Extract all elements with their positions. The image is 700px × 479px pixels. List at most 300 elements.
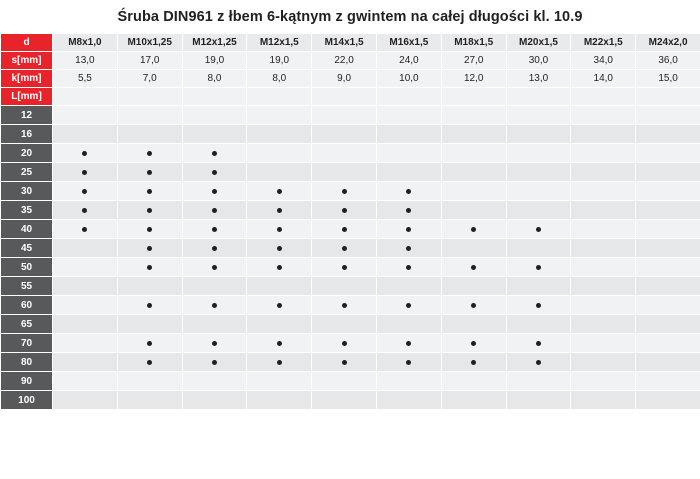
availability-cell — [53, 106, 118, 125]
availability-cell — [636, 391, 700, 410]
availability-cell — [441, 201, 506, 220]
availability-cell — [247, 258, 312, 277]
availability-cell — [312, 106, 377, 125]
availability-cell — [117, 315, 182, 334]
availability-cell — [571, 334, 636, 353]
table-row — [1, 334, 700, 353]
availability-cell — [182, 201, 247, 220]
availability-cell — [506, 163, 571, 182]
spacer-cell — [506, 88, 571, 106]
availability-cell — [182, 353, 247, 372]
availability-dot-icon — [247, 246, 311, 251]
availability-cell — [117, 391, 182, 410]
availability-cell — [441, 239, 506, 258]
availability-cell — [376, 239, 441, 258]
availability-cell — [247, 125, 312, 144]
table-row — [1, 296, 700, 315]
availability-dot-icon — [442, 227, 506, 232]
availability-cell — [506, 353, 571, 372]
availability-dot-icon — [442, 303, 506, 308]
availability-dot-icon — [118, 170, 182, 175]
availability-cell — [117, 239, 182, 258]
availability-cell — [376, 220, 441, 239]
availability-dot-icon — [312, 265, 376, 270]
availability-cell — [506, 372, 571, 391]
s-value-cell: 13,0 — [53, 52, 118, 70]
s-value-cell: 36,0 — [636, 52, 700, 70]
availability-cell — [441, 277, 506, 296]
availability-cell — [376, 296, 441, 315]
availability-cell — [247, 182, 312, 201]
availability-cell — [506, 334, 571, 353]
availability-cell — [441, 163, 506, 182]
availability-cell — [312, 372, 377, 391]
availability-cell — [53, 201, 118, 220]
availability-dot-icon — [118, 151, 182, 156]
s-value-cell: 19,0 — [247, 52, 312, 70]
availability-cell — [571, 125, 636, 144]
availability-cell — [506, 220, 571, 239]
availability-cell — [441, 106, 506, 125]
availability-dot-icon — [442, 341, 506, 346]
length-row-label: 35 — [1, 201, 53, 220]
availability-cell — [53, 220, 118, 239]
availability-dot-icon — [118, 246, 182, 251]
length-row-label: 30 — [1, 182, 53, 201]
availability-dot-icon — [183, 303, 247, 308]
column-header: M22x1,5 — [571, 34, 636, 52]
spacer-cell — [376, 88, 441, 106]
availability-cell — [117, 106, 182, 125]
availability-cell — [441, 296, 506, 315]
k-value-cell: 10,0 — [376, 70, 441, 88]
availability-dot-icon — [377, 360, 441, 365]
availability-cell — [636, 182, 700, 201]
s-value-cell: 30,0 — [506, 52, 571, 70]
availability-dot-icon — [377, 341, 441, 346]
spacer-cell — [312, 88, 377, 106]
k-value-cell: 12,0 — [441, 70, 506, 88]
s-value-cell: 22,0 — [312, 52, 377, 70]
availability-cell — [441, 391, 506, 410]
availability-cell — [376, 277, 441, 296]
availability-cell — [247, 220, 312, 239]
table-row — [1, 315, 700, 334]
availability-cell — [312, 353, 377, 372]
availability-cell — [53, 258, 118, 277]
availability-cell — [312, 163, 377, 182]
availability-dot-icon — [183, 208, 247, 213]
availability-cell — [182, 220, 247, 239]
availability-cell — [571, 353, 636, 372]
availability-cell — [312, 182, 377, 201]
availability-cell — [117, 353, 182, 372]
availability-cell — [441, 220, 506, 239]
availability-cell — [53, 353, 118, 372]
availability-cell — [506, 239, 571, 258]
availability-cell — [441, 258, 506, 277]
availability-cell — [636, 125, 700, 144]
availability-cell — [376, 315, 441, 334]
availability-cell — [182, 372, 247, 391]
availability-cell — [312, 239, 377, 258]
availability-cell — [247, 277, 312, 296]
availability-cell — [312, 220, 377, 239]
table-row — [1, 201, 700, 220]
availability-dot-icon — [247, 265, 311, 270]
availability-cell — [53, 391, 118, 410]
column-header: M8x1,0 — [53, 34, 118, 52]
availability-cell — [53, 144, 118, 163]
header-k-label: k[mm] — [1, 70, 53, 88]
availability-cell — [441, 125, 506, 144]
header-L-label: L[mm] — [1, 88, 53, 106]
table-row — [1, 391, 700, 410]
length-row-label: 20 — [1, 144, 53, 163]
column-header: M16x1,5 — [376, 34, 441, 52]
availability-cell — [117, 277, 182, 296]
k-value-cell: 5,5 — [53, 70, 118, 88]
availability-cell — [636, 220, 700, 239]
s-value-cell: 27,0 — [441, 52, 506, 70]
availability-cell — [53, 334, 118, 353]
availability-dot-icon — [247, 341, 311, 346]
table-row — [1, 239, 700, 258]
availability-cell — [53, 296, 118, 315]
availability-cell — [506, 182, 571, 201]
availability-dot-icon — [118, 265, 182, 270]
availability-dot-icon — [377, 265, 441, 270]
availability-dot-icon — [312, 189, 376, 194]
availability-cell — [506, 125, 571, 144]
availability-cell — [247, 334, 312, 353]
availability-cell — [117, 163, 182, 182]
spacer-cell — [441, 88, 506, 106]
availability-dot-icon — [312, 246, 376, 251]
column-header: M18x1,5 — [441, 34, 506, 52]
table-row — [1, 372, 700, 391]
availability-cell — [53, 372, 118, 391]
availability-cell — [571, 372, 636, 391]
availability-dot-icon — [377, 246, 441, 251]
table-row — [1, 125, 700, 144]
availability-cell — [376, 334, 441, 353]
availability-cell — [376, 106, 441, 125]
availability-dot-icon — [247, 303, 311, 308]
availability-cell — [53, 315, 118, 334]
length-row-label: 55 — [1, 277, 53, 296]
availability-cell — [636, 353, 700, 372]
column-header: M24x2,0 — [636, 34, 700, 52]
availability-dot-icon — [312, 227, 376, 232]
availability-cell — [506, 391, 571, 410]
availability-cell — [376, 372, 441, 391]
availability-cell — [117, 296, 182, 315]
availability-dot-icon — [377, 208, 441, 213]
spacer-cell — [182, 88, 247, 106]
availability-cell — [117, 220, 182, 239]
availability-cell — [441, 182, 506, 201]
availability-cell — [636, 201, 700, 220]
availability-cell — [312, 296, 377, 315]
availability-cell — [117, 334, 182, 353]
page-title: Śruba DIN961 z łbem 6-kątnym z gwintem na całej długości kl. 10.9 — [117, 9, 583, 25]
availability-dot-icon — [53, 170, 117, 175]
availability-cell — [506, 144, 571, 163]
availability-dot-icon — [507, 360, 571, 365]
availability-cell — [182, 182, 247, 201]
spacer-cell — [117, 88, 182, 106]
availability-cell — [441, 334, 506, 353]
availability-dot-icon — [183, 246, 247, 251]
availability-dot-icon — [118, 360, 182, 365]
availability-cell — [53, 163, 118, 182]
availability-cell — [571, 277, 636, 296]
availability-dot-icon — [118, 208, 182, 213]
k-value-cell: 8,0 — [247, 70, 312, 88]
availability-cell — [117, 182, 182, 201]
column-header: M10x1,25 — [117, 34, 182, 52]
availability-cell — [312, 125, 377, 144]
availability-dot-icon — [183, 265, 247, 270]
length-row-label: 50 — [1, 258, 53, 277]
availability-dot-icon — [183, 151, 247, 156]
availability-cell — [441, 315, 506, 334]
availability-cell — [182, 239, 247, 258]
availability-dot-icon — [53, 151, 117, 156]
availability-dot-icon — [53, 208, 117, 213]
availability-cell — [636, 258, 700, 277]
availability-cell — [182, 106, 247, 125]
availability-cell — [376, 182, 441, 201]
availability-cell — [247, 353, 312, 372]
availability-cell — [247, 315, 312, 334]
availability-cell — [182, 296, 247, 315]
availability-cell — [312, 277, 377, 296]
availability-cell — [376, 201, 441, 220]
s-value-cell: 24,0 — [376, 52, 441, 70]
availability-cell — [182, 277, 247, 296]
table-row — [1, 163, 700, 182]
availability-cell — [376, 391, 441, 410]
length-row-label: 60 — [1, 296, 53, 315]
row-length-header — [1, 88, 700, 106]
availability-cell — [53, 182, 118, 201]
availability-cell — [247, 239, 312, 258]
availability-dot-icon — [183, 341, 247, 346]
availability-cell — [571, 315, 636, 334]
availability-dot-icon — [312, 360, 376, 365]
availability-dot-icon — [507, 265, 571, 270]
availability-cell — [636, 239, 700, 258]
availability-cell — [441, 144, 506, 163]
availability-cell — [182, 144, 247, 163]
table-row — [1, 258, 700, 277]
availability-cell — [571, 220, 636, 239]
availability-dot-icon — [247, 360, 311, 365]
table-row — [1, 220, 700, 239]
availability-cell — [247, 391, 312, 410]
table-row — [1, 106, 700, 125]
availability-cell — [247, 106, 312, 125]
availability-cell — [636, 296, 700, 315]
availability-cell — [117, 125, 182, 144]
length-row-label: 90 — [1, 372, 53, 391]
header-s-label: s[mm] — [1, 52, 53, 70]
k-value-cell: 14,0 — [571, 70, 636, 88]
availability-cell — [506, 277, 571, 296]
availability-dot-icon — [247, 208, 311, 213]
availability-dot-icon — [377, 189, 441, 194]
availability-cell — [53, 239, 118, 258]
availability-dot-icon — [53, 189, 117, 194]
availability-cell — [312, 258, 377, 277]
availability-cell — [636, 277, 700, 296]
availability-cell — [247, 163, 312, 182]
availability-cell — [636, 106, 700, 125]
availability-dot-icon — [247, 227, 311, 232]
length-row-label: 100 — [1, 391, 53, 410]
availability-dot-icon — [377, 227, 441, 232]
length-row-label: 45 — [1, 239, 53, 258]
availability-dot-icon — [507, 227, 571, 232]
row-s-values — [1, 52, 700, 70]
length-row-label: 70 — [1, 334, 53, 353]
spacer-cell — [247, 88, 312, 106]
availability-cell — [182, 391, 247, 410]
availability-dot-icon — [442, 360, 506, 365]
availability-cell — [571, 163, 636, 182]
column-header: M12x1,5 — [247, 34, 312, 52]
k-value-cell: 8,0 — [182, 70, 247, 88]
row-k-values — [1, 70, 700, 88]
availability-dot-icon — [183, 227, 247, 232]
availability-dot-icon — [507, 341, 571, 346]
availability-cell — [182, 125, 247, 144]
availability-cell — [571, 201, 636, 220]
availability-cell — [312, 201, 377, 220]
table-row — [1, 277, 700, 296]
availability-cell — [117, 201, 182, 220]
availability-cell — [247, 201, 312, 220]
column-header: M12x1,25 — [182, 34, 247, 52]
availability-dot-icon — [53, 227, 117, 232]
k-value-cell: 7,0 — [117, 70, 182, 88]
availability-dot-icon — [312, 341, 376, 346]
column-header: M14x1,5 — [312, 34, 377, 52]
k-value-cell: 9,0 — [312, 70, 377, 88]
availability-dot-icon — [183, 170, 247, 175]
availability-dot-icon — [312, 303, 376, 308]
availability-dot-icon — [377, 303, 441, 308]
availability-cell — [441, 372, 506, 391]
availability-cell — [182, 315, 247, 334]
availability-cell — [376, 353, 441, 372]
availability-cell — [571, 296, 636, 315]
availability-cell — [53, 277, 118, 296]
availability-dot-icon — [118, 227, 182, 232]
table-row — [1, 144, 700, 163]
availability-dot-icon — [507, 303, 571, 308]
availability-cell — [636, 372, 700, 391]
column-header: M20x1,5 — [506, 34, 571, 52]
availability-cell — [636, 334, 700, 353]
length-row-label: 12 — [1, 106, 53, 125]
s-value-cell: 19,0 — [182, 52, 247, 70]
availability-cell — [247, 372, 312, 391]
availability-dot-icon — [118, 189, 182, 194]
availability-cell — [376, 125, 441, 144]
availability-dot-icon — [442, 265, 506, 270]
table-row — [1, 182, 700, 201]
availability-cell — [506, 106, 571, 125]
availability-dot-icon — [183, 360, 247, 365]
availability-cell — [376, 163, 441, 182]
length-row-label: 80 — [1, 353, 53, 372]
availability-cell — [53, 125, 118, 144]
availability-cell — [506, 201, 571, 220]
availability-dot-icon — [247, 189, 311, 194]
spacer-cell — [53, 88, 118, 106]
availability-cell — [312, 315, 377, 334]
availability-cell — [376, 258, 441, 277]
availability-cell — [247, 296, 312, 315]
s-value-cell: 17,0 — [117, 52, 182, 70]
availability-cell — [312, 391, 377, 410]
availability-cell — [117, 144, 182, 163]
bolt-dimensions-table — [0, 33, 700, 410]
availability-cell — [182, 258, 247, 277]
length-row-label: 25 — [1, 163, 53, 182]
spacer-cell — [571, 88, 636, 106]
availability-dot-icon — [183, 189, 247, 194]
availability-cell — [117, 258, 182, 277]
s-value-cell: 34,0 — [571, 52, 636, 70]
length-row-label: 40 — [1, 220, 53, 239]
availability-dot-icon — [118, 341, 182, 346]
availability-cell — [571, 144, 636, 163]
availability-cell — [312, 144, 377, 163]
header-d-label: d — [1, 34, 53, 52]
availability-cell — [312, 334, 377, 353]
availability-cell — [182, 163, 247, 182]
k-value-cell: 15,0 — [636, 70, 700, 88]
availability-cell — [571, 106, 636, 125]
length-row-label: 16 — [1, 125, 53, 144]
length-row-label: 65 — [1, 315, 53, 334]
availability-cell — [506, 315, 571, 334]
availability-dot-icon — [312, 208, 376, 213]
availability-cell — [506, 258, 571, 277]
availability-cell — [247, 144, 312, 163]
k-value-cell: 13,0 — [506, 70, 571, 88]
availability-cell — [441, 353, 506, 372]
availability-cell — [571, 391, 636, 410]
table-header-row — [1, 34, 700, 52]
spacer-cell — [636, 88, 700, 106]
availability-cell — [117, 372, 182, 391]
availability-dot-icon — [118, 303, 182, 308]
availability-cell — [636, 144, 700, 163]
availability-cell — [571, 182, 636, 201]
availability-cell — [571, 239, 636, 258]
availability-cell — [571, 258, 636, 277]
availability-cell — [506, 296, 571, 315]
table-row — [1, 353, 700, 372]
availability-cell — [636, 163, 700, 182]
availability-cell — [182, 334, 247, 353]
availability-cell — [376, 144, 441, 163]
